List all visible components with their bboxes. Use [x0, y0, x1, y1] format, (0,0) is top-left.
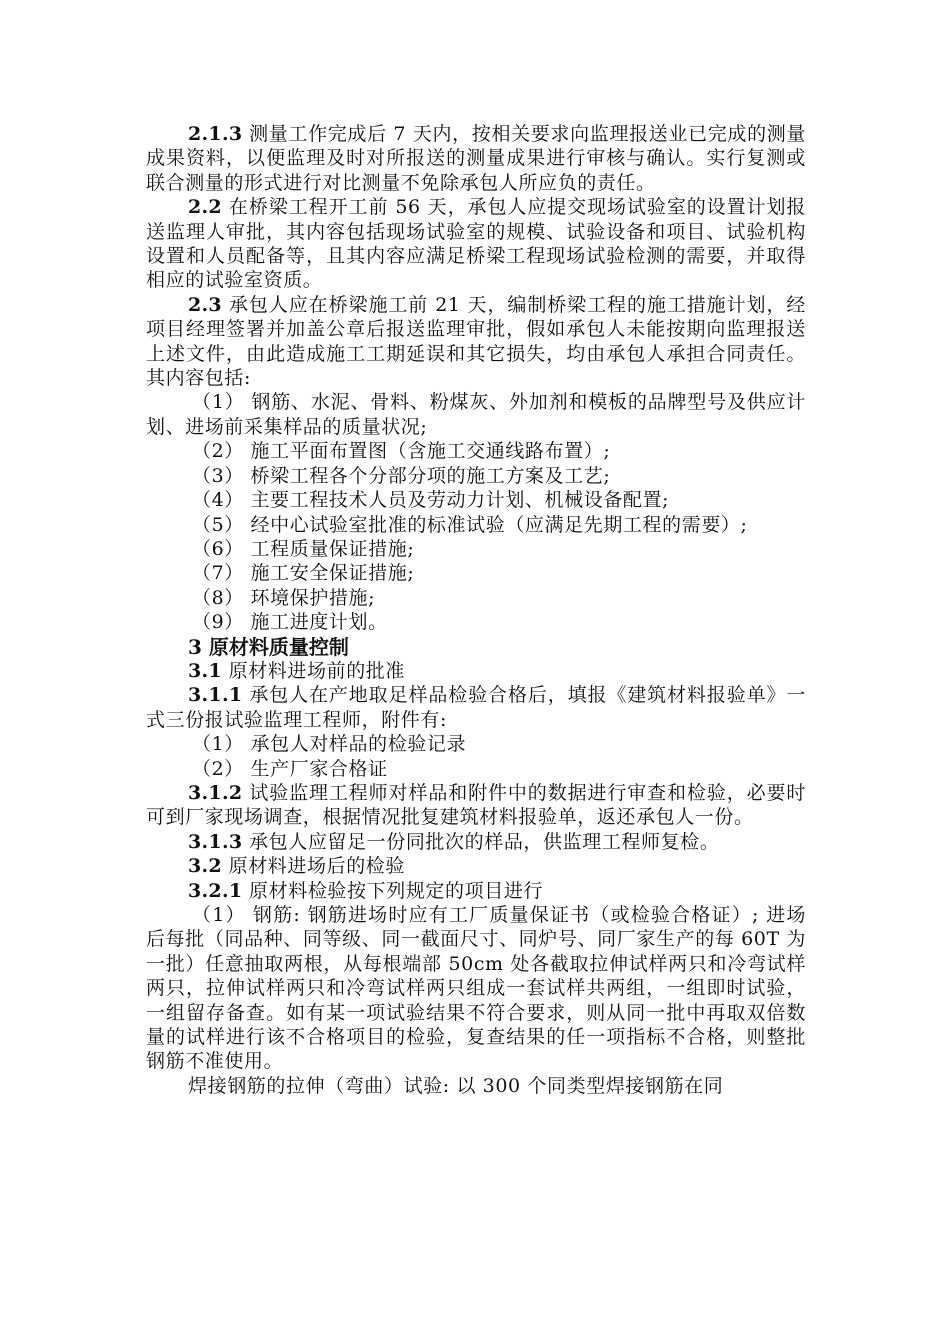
paragraph-text: 原材料检验按下列规定的项目进行 — [242, 879, 544, 902]
section-number: 2.2 — [188, 196, 222, 219]
section-number: 3.2.1 — [188, 879, 243, 902]
paragraph-3-1-3 — [146, 830, 806, 854]
paragraph-2-3 — [146, 293, 806, 391]
document-page — [146, 122, 806, 1098]
paragraph-2-1-3 — [146, 122, 806, 195]
section-number: 2.1.3 — [188, 123, 243, 145]
paragraph-text: 承包人应留足一份同批次的样品，供监理工程师复检。 — [242, 830, 720, 853]
paragraph-text: 在桥梁工程开工前 56 天，承包人应提交现场试验室的设置计划报送监理人审批，其内容包括现场试验室的规模、试验设备和项目、试验机构设置和人员配备等，且其内容应满足桥梁工程现场试验检测的需要，并取得相应的试验室资质。 — [146, 196, 806, 292]
paragraph-3-1 — [146, 659, 806, 683]
list-item: （7） 施工安全保证措施; — [192, 562, 415, 585]
list-item: （2） 生产厂家合格证 — [192, 757, 388, 780]
list-item: （2） 施工平面布置图（含施工交通线路布置）; — [192, 440, 611, 463]
list-item: （8） 环境保护措施; — [192, 586, 376, 609]
paragraph-text: 原材料进场后的检验 — [221, 855, 406, 878]
paragraph-3-1-1 — [146, 683, 806, 732]
paragraph-welding: 焊接钢筋的拉伸（弯曲）试验: 以 300 个同类型焊接钢筋在同 — [188, 1074, 724, 1097]
section-number: 3.2 — [188, 855, 222, 878]
paragraph-text: 测量工作完成后 7 天内，按相关要求向监理报送业已完成的测量成果资料，以便监理及时对所报送的测量成果进行审核与确认。实行复测或联合测量的形式进行对比测量不免除承包人所应负的责任。 — [146, 123, 806, 194]
section-number: 3.1.1 — [188, 684, 243, 707]
paragraph-text: 承包人在产地取足样品检验合格后，填报《建筑材料报验单》一式三份报试验监理工程师，附件有: — [146, 684, 806, 731]
list-item: （5） 经中心试验室批准的标准试验（应满足先期工程的需要）; — [192, 513, 748, 536]
section-number: 2.3 — [188, 293, 222, 316]
list-item: （9） 施工进度计划。 — [192, 611, 388, 634]
list-item: （1） 钢筋、水泥、骨料、粉煤灰、外加剂和模板的品牌型号及供应计划、进场前采集样品的质量状况; — [146, 391, 806, 438]
paragraph-text: 原材料进场前的批准 — [221, 659, 406, 682]
section-number: 3.1.2 — [188, 781, 243, 804]
paragraph-2-2 — [146, 195, 806, 293]
paragraph-3-2-1 — [146, 879, 806, 903]
list-item: （1） 钢筋: 钢筋进场时应有工厂质量保证书（或检验合格证）; 进场后每批（同品种、同等级、同一截面尺寸、同炉号、同厂家生产的每 60T 为一批）任意抽取两根，从每根端部 50cm 处各截取拉伸试样两只和冷弯试样两只，拉伸试样两只和冷弯试样两只组成一套试样共两组，一组即时试验，一组留存备查。如有某一项试验结果不符合要求，则从同一批中再取双倍数量的试样进行该不合格项目的检验，复查结果的任一项指标不合格，则整批钢筋不准使用。 — [146, 904, 806, 1073]
section-number: 3.1 — [188, 659, 222, 682]
list-item: （3） 桥梁工程各个分部分项的施工方案及工艺; — [192, 464, 611, 487]
list-item: （1） 承包人对样品的检验记录 — [192, 733, 467, 756]
paragraph-3-2 — [146, 854, 806, 878]
section-heading: 3 原材料质量控制 — [188, 634, 349, 659]
list-item: （4） 主要工程技术人员及劳动力计划、机械设备配置; — [192, 489, 670, 512]
list-item: （6） 工程质量保证措施; — [192, 537, 415, 560]
paragraph-text: 试验监理工程师对样品和附件中的数据进行审查和检验，必要时可到厂家现场调查，根据情况批复建筑材料报验单，返还承包人一份。 — [146, 781, 806, 829]
paragraph-3-1-2 — [146, 781, 806, 830]
section-number: 3.1.3 — [188, 830, 243, 853]
paragraph-text: 承包人应在桥梁施工前 21 天，编制桥梁工程的施工措施计划，经项目经理签署并加盖公章后报送监理审批，假如承包人未能按期向监理报送上述文件，由此造成施工工期延误和其它损失，均由承包人承担合同责任。其内容包括: — [146, 293, 806, 390]
